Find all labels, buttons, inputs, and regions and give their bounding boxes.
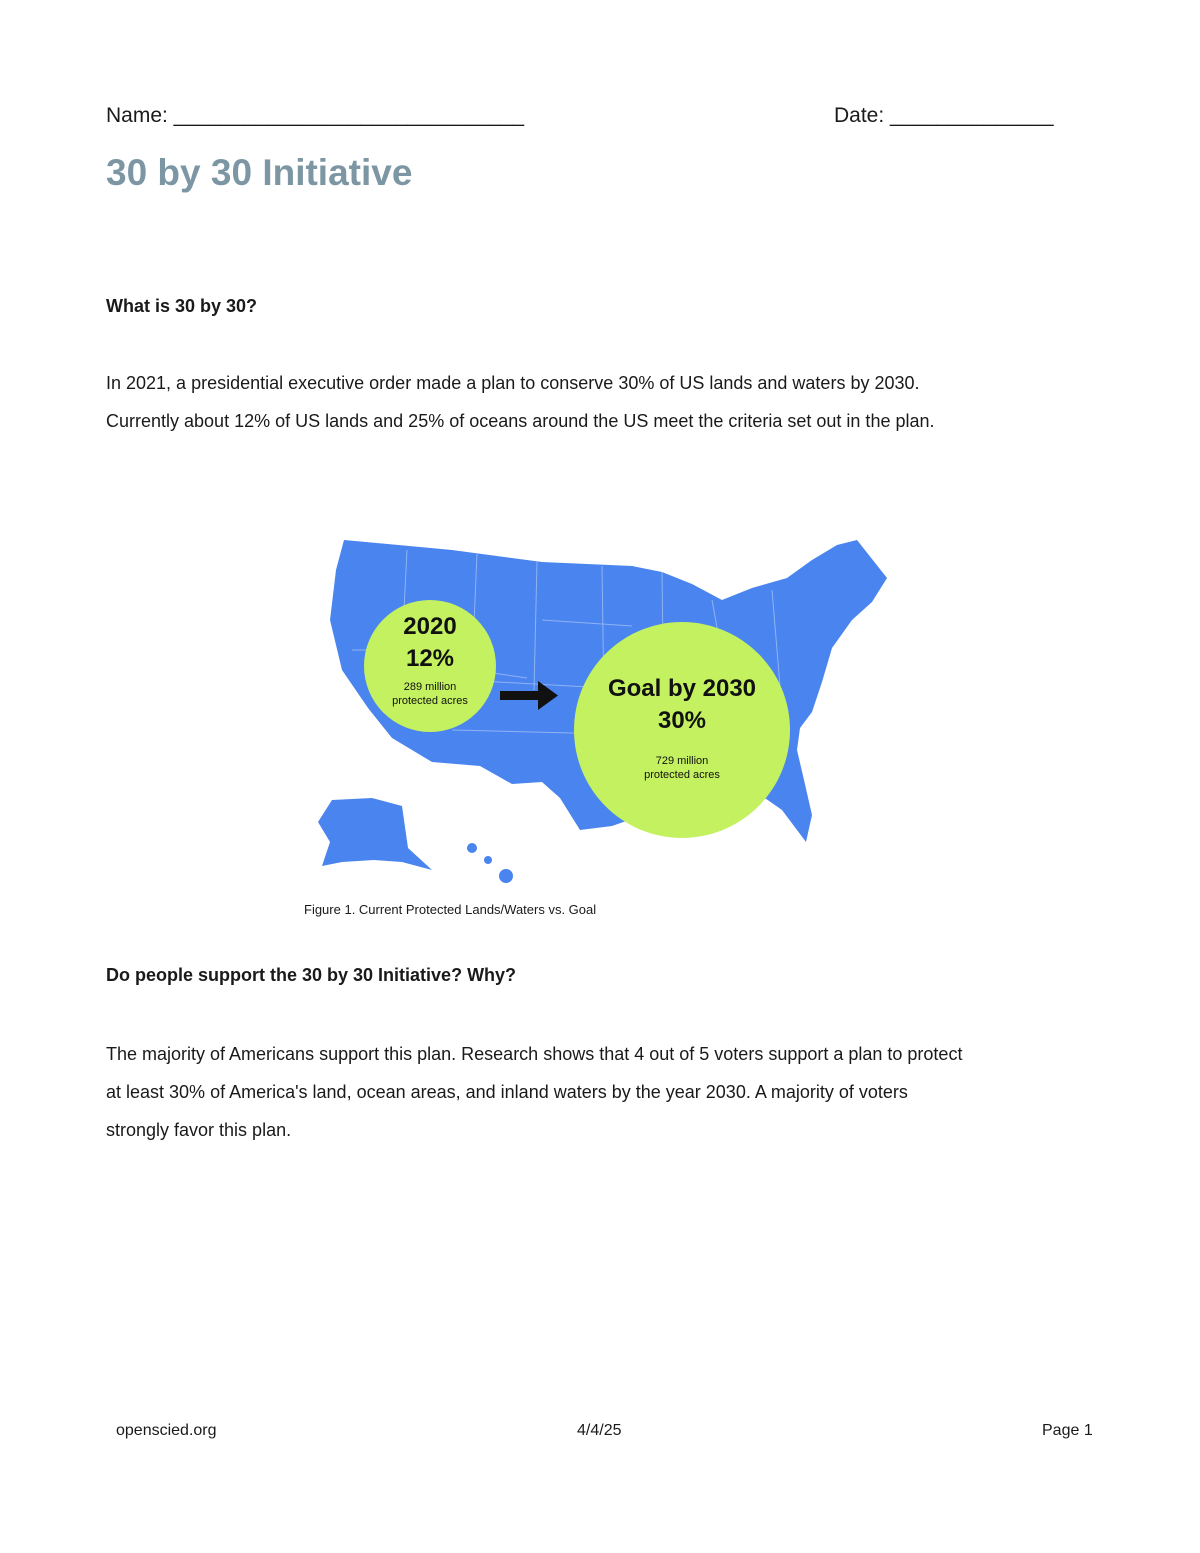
- paragraph-line: The majority of Americans support this plan. Research shows that 4 out of 5 voters support a plan to protect: [106, 1044, 963, 1064]
- circle-2020-acres-label: protected acres: [392, 695, 468, 707]
- section-paragraph-what: [106, 364, 1106, 440]
- hawaii-island: [467, 843, 477, 853]
- footer-site: openscied.org: [116, 1422, 217, 1439]
- figure-caption: Figure 1. Current Protected Lands/Waters vs. Goal: [304, 902, 597, 917]
- footer-date: 4/4/25: [577, 1422, 622, 1439]
- section-heading-what: What is 30 by 30?: [106, 296, 258, 316]
- circle-2020-year: 2020: [403, 613, 457, 640]
- circle-2030-acres: 729 million: [655, 755, 709, 767]
- section-paragraph-support: [106, 1035, 1106, 1149]
- date-field[interactable]: Date: ______________: [834, 104, 1054, 127]
- circle-2030-percent: 30%: [657, 707, 707, 734]
- page-title: 30 by 30 Initiative: [106, 152, 413, 193]
- circle-2030-acres-label: protected acres: [644, 769, 720, 781]
- circle-2020-percent: 12%: [405, 645, 455, 672]
- circle-2030-title: Goal by 2030: [607, 675, 757, 702]
- name-field[interactable]: Name: ______________________________: [106, 104, 525, 127]
- paragraph-line: strongly favor this plan.: [106, 1120, 292, 1140]
- paragraph-line: In 2021, a presidential executive order made a plan to conserve 30% of US lands and waters by 2030.: [106, 373, 920, 393]
- section-heading-support: Do people support the 30 by 30 Initiative? Why?: [106, 965, 517, 985]
- circle-2020-acres: 289 million: [403, 681, 457, 693]
- hawaii-island: [484, 856, 492, 864]
- hawaii-island: [499, 869, 513, 883]
- paragraph-line: at least 30% of America's land, ocean areas, and inland waters by the year 2030. A majority of voters: [106, 1082, 908, 1102]
- us-map-figure: [312, 530, 892, 890]
- paragraph-line: Currently about 12% of US lands and 25% of oceans around the US meet the criteria set out in the plan.: [106, 411, 935, 431]
- footer-page-number: Page 1: [1042, 1422, 1093, 1439]
- alaska-shape: [318, 798, 432, 870]
